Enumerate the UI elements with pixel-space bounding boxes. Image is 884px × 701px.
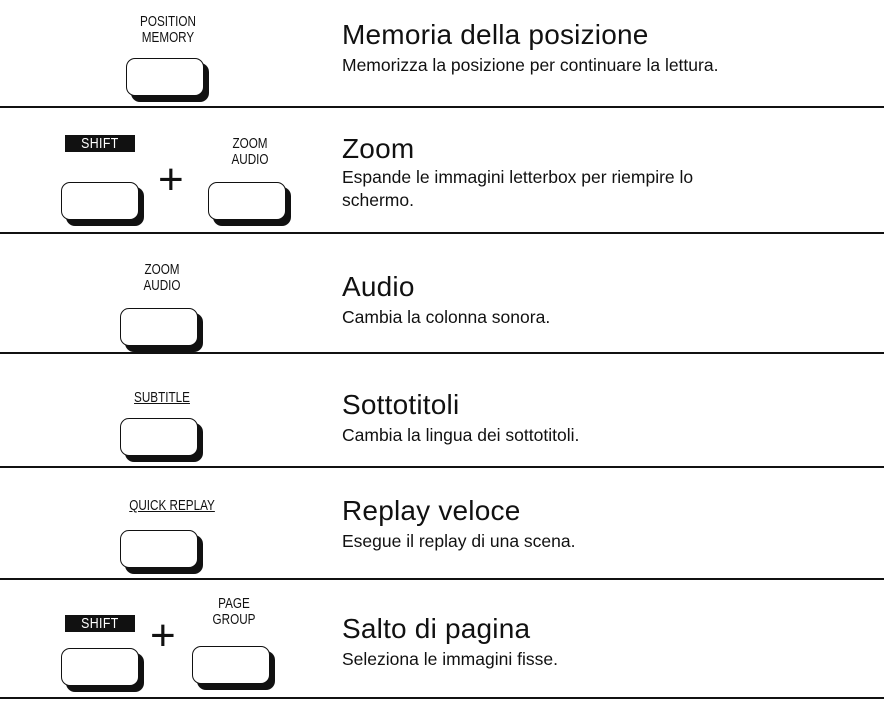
shift-label: SHIFT (81, 135, 119, 152)
key-label: AUDIO (143, 277, 181, 294)
key-label: AUDIO (231, 151, 269, 168)
position-memory-key[interactable] (126, 14, 210, 98)
row-text (342, 390, 864, 447)
row-description: Cambia la colonna sonora. (342, 307, 551, 327)
row-quick-replay (0, 468, 884, 576)
row-description: Cambia la lingua dei sottotitoli. (342, 425, 580, 445)
remote-button[interactable] (120, 418, 200, 458)
row-text (342, 496, 864, 553)
remote-button[interactable] (192, 646, 272, 686)
shift-label: SHIFT (81, 615, 119, 632)
plus-sign: + (150, 611, 176, 660)
row-title: Audio (342, 271, 415, 302)
key-label: ZOOM (144, 261, 180, 278)
remote-button[interactable] (120, 530, 200, 570)
key-group (0, 0, 330, 108)
zoom-audio-key[interactable] (120, 262, 204, 348)
row-position-memory (0, 0, 884, 108)
key-group (0, 108, 330, 232)
row-description (342, 166, 864, 212)
shift-key[interactable] (61, 122, 145, 222)
description-line: Espande le immagini letterbox per riempire lo (342, 167, 694, 187)
key-group (0, 468, 330, 576)
plus-sign: + (158, 155, 184, 204)
row-text (342, 134, 864, 212)
key-group (0, 234, 330, 354)
row-page-jump (0, 580, 884, 698)
row-title: Zoom (342, 133, 415, 164)
row-description: Seleziona le immagini fisse. (342, 649, 558, 669)
shift-badge (65, 615, 135, 632)
row-title: Sottotitoli (342, 389, 460, 420)
page-group-key[interactable] (192, 582, 276, 686)
description-line: schermo. (342, 190, 414, 210)
key-label: PAGE (218, 595, 250, 612)
key-label: ZOOM (232, 135, 268, 152)
key-label: QUICK REPLAY (129, 497, 215, 514)
key-group (0, 580, 330, 698)
row-title: Memoria della posizione (342, 19, 649, 50)
row-text (342, 272, 864, 329)
row-zoom (0, 108, 884, 232)
quick-replay-key[interactable] (120, 497, 215, 570)
row-text (342, 614, 864, 671)
remote-button[interactable] (61, 648, 141, 688)
row-title: Salto di pagina (342, 613, 531, 644)
row-audio (0, 234, 884, 354)
remote-button[interactable] (120, 308, 200, 348)
subtitle-key[interactable] (120, 390, 204, 458)
key-label: POSITION (140, 13, 196, 30)
row-subtitles (0, 354, 884, 464)
row-text (342, 20, 864, 77)
key-label: SUBTITLE (134, 389, 190, 406)
shift-badge (65, 135, 135, 152)
key-label: GROUP (212, 611, 256, 628)
row-description: Esegue il replay di una scena. (342, 531, 576, 551)
divider (0, 697, 884, 699)
row-description: Memorizza la posizione per continuare la lettura. (342, 55, 719, 75)
remote-button[interactable] (61, 182, 141, 222)
zoom-audio-key[interactable] (208, 122, 292, 222)
key-label: MEMORY (141, 29, 195, 46)
remote-button[interactable] (126, 58, 206, 98)
shift-key[interactable] (61, 588, 145, 688)
key-group (0, 354, 330, 464)
remote-button[interactable] (208, 182, 288, 222)
row-title: Replay veloce (342, 495, 521, 526)
